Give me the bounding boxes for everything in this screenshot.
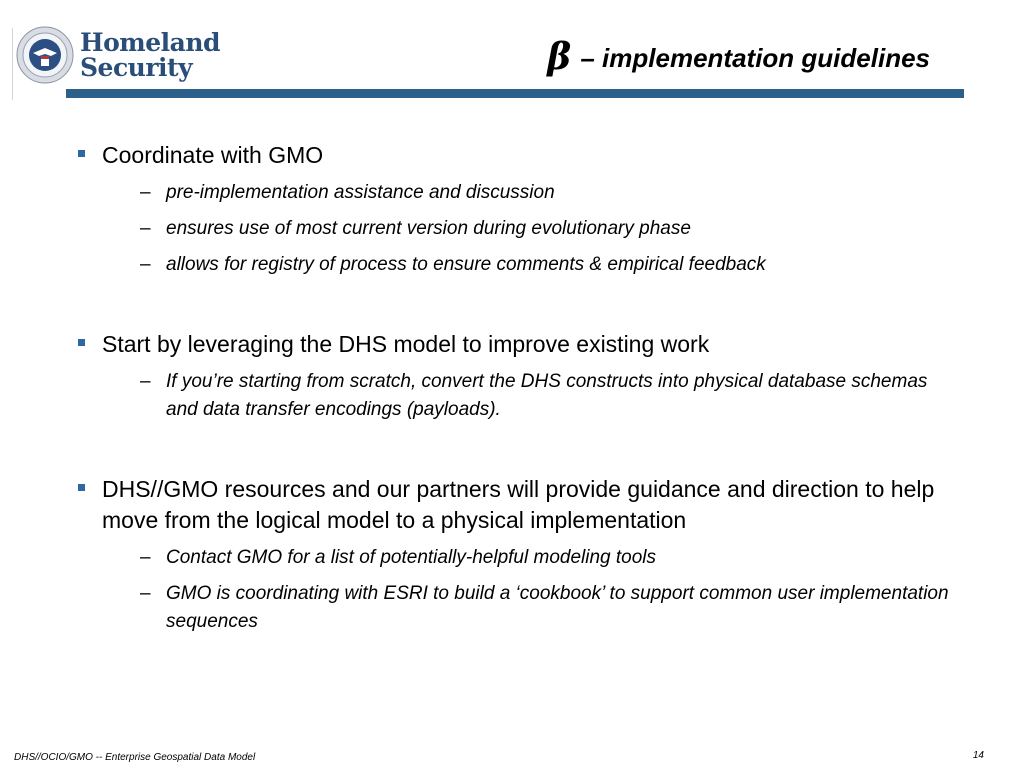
bullet-text: Start by leveraging the DHS model to improve existing work (102, 331, 710, 357)
dash-marker: – (140, 583, 151, 604)
logo-line-1: Homeland (80, 28, 221, 57)
logo-wordmark (80, 30, 220, 80)
bullet-text: Coordinate with GMO (102, 142, 324, 168)
dash-marker: – (140, 218, 151, 239)
logo-divider (12, 28, 13, 100)
sub-bullet-text: GMO is coordinating with ESRI to build a ‘cookbook’ to support common user implementation sequences (166, 583, 949, 632)
sub-bullet-1-2 (140, 215, 958, 243)
sub-bullet-text: ensures use of most current version during evolutionary phase (166, 218, 691, 239)
title-text: – implementation guidelines (580, 43, 930, 73)
sub-bullet-text: If you’re starting from scratch, convert the DHS constructs into physical database schemas and data transfer encodings (payloads). (166, 371, 928, 420)
dash-marker: – (140, 182, 151, 203)
homeland-security-logo (16, 26, 221, 88)
bullet-3 (78, 474, 958, 536)
dash-marker: – (140, 254, 151, 275)
sub-bullet-2-1 (140, 368, 958, 424)
sub-bullet-text: allows for registry of process to ensure comments & empirical feedback (166, 254, 766, 275)
bullet-2 (78, 329, 958, 360)
slide-title (547, 36, 930, 78)
bullet-square-icon (78, 484, 85, 491)
dash-marker: – (140, 371, 151, 392)
sub-bullet-1-3 (140, 251, 958, 279)
slide-content (78, 140, 958, 636)
sub-bullet-3-2 (140, 580, 958, 636)
footer-text: DHS//OCIO/GMO -- Enterprise Geospatial Data Model (14, 752, 256, 763)
bullet-square-icon (78, 150, 85, 157)
beta-symbol: β (547, 36, 572, 78)
logo-line-2: Security (80, 53, 193, 82)
sub-bullet-1-1 (140, 179, 958, 207)
sub-bullet-text: pre-implementation assistance and discussion (166, 182, 555, 203)
sub-bullet-text: Contact GMO for a list of potentially-helpful modeling tools (166, 547, 657, 568)
dhs-seal-icon (16, 26, 74, 84)
header-bar (66, 89, 964, 98)
dash-marker: – (140, 547, 151, 568)
bullet-square-icon (78, 339, 85, 346)
page-number: 14 (972, 750, 984, 761)
bullet-text: DHS//GMO resources and our partners will provide guidance and direction to help move from the logical model to a physical implementation (102, 476, 935, 533)
sub-bullet-3-1 (140, 544, 958, 572)
bullet-1 (78, 140, 958, 171)
